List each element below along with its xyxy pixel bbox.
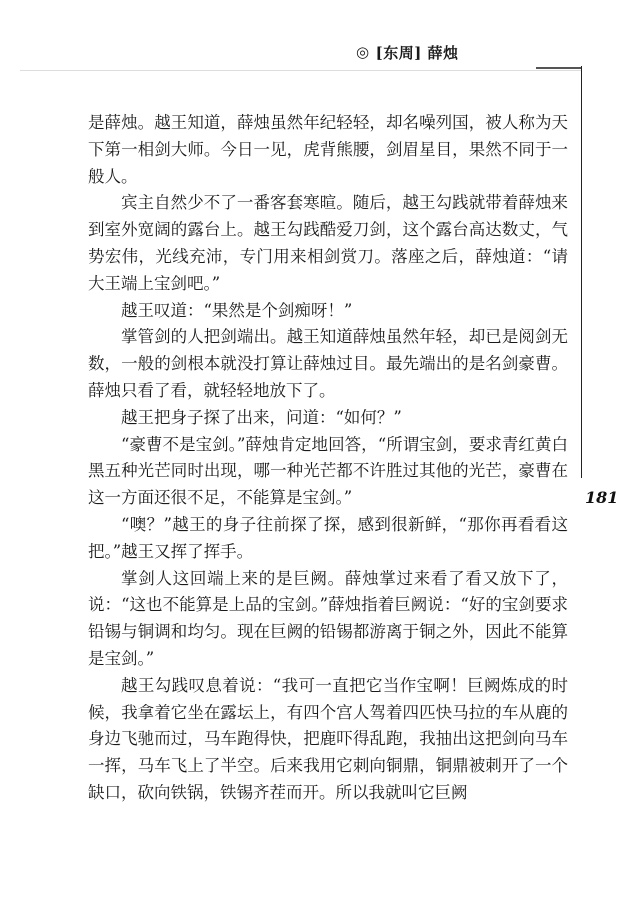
paragraph: 越王勾践叹息着说：“我可一直把它当作宝啊！巨阙炼成的时候，我拿着它坐在露坛上，有四个宫人驾着四匹快马拉的车从鹿的身边飞驰而过，马车跑得快，把鹿吓得乱跑，我抽出这把剑向马车一挥，马车飞上了半空。后来我用它刺向铜鼎，铜鼎被刺开了一个缺口，砍向铁锅，铁锡齐茬而开。所以我就叫它巨阙 xyxy=(88,675,568,802)
chapter-title: [东周] 薛烛 xyxy=(375,43,459,62)
paragraph: 掌剑人这回端上来的是巨阙。薛烛掌过来看了看又放下了，说：“这也不能算是上品的宝剑。”薛烛指着巨阙说：“好的宝剑要求铅锡与铜调和均匀。现在巨阙的铅锡都游离于铜之外，因此不能算是宝剑。” xyxy=(88,568,568,668)
header-divider xyxy=(20,70,582,71)
header-accent-rule xyxy=(536,67,582,69)
paragraph: “豪曹不是宝剑。”薛烛肯定地回答，“所谓宝剑，要求青红黄白黑五种光芒同时出现，哪一种光芒都不许胜过其他的光芒，豪曹在这一方面还很不足，不能算是宝剑。” xyxy=(88,434,568,508)
paragraph: 掌管剑的人把剑端出。越王知道薛烛虽然年轻，却已是阅剑无数，一般的剑根本就没打算让薛烛过目。最先端出的是名剑豪曹。薛烛只看了看，就轻轻地放下了。 xyxy=(88,327,568,400)
paragraph: 越王叹道：“果然是个剑痴呀！” xyxy=(121,300,353,320)
body-text xyxy=(88,110,568,807)
running-header xyxy=(356,40,459,64)
paragraph: 是薛烛。越王知道，薛烛虽然年纪轻轻，却名噪列国，被人称为天下第一相剑大师。今日一见，虎背熊腰，剑眉星目，果然不同于一般人。 xyxy=(88,113,568,186)
paragraph: 越王把身子探了出来，问道：“如何？” xyxy=(121,407,402,427)
bullseye-icon: ◎ xyxy=(356,43,370,61)
paragraph: 宾主自然少不了一番客套寒暄。随后，越王勾践就带着薛烛来到室外宽阔的露台上。越王勾践酷爱刀剑，这个露台高达数丈，气势宏伟，光线充沛，专门用来相剑赏刀。落座之后，薛烛道：“请大王端上宝剑吧。” xyxy=(88,193,568,293)
paragraph: “噢？”越王的身子往前探了探，感到很新鲜，“那你再看看这把。”越王又挥了挥手。 xyxy=(88,514,568,561)
margin-rule xyxy=(581,66,582,478)
page-number: 181 xyxy=(585,488,618,507)
